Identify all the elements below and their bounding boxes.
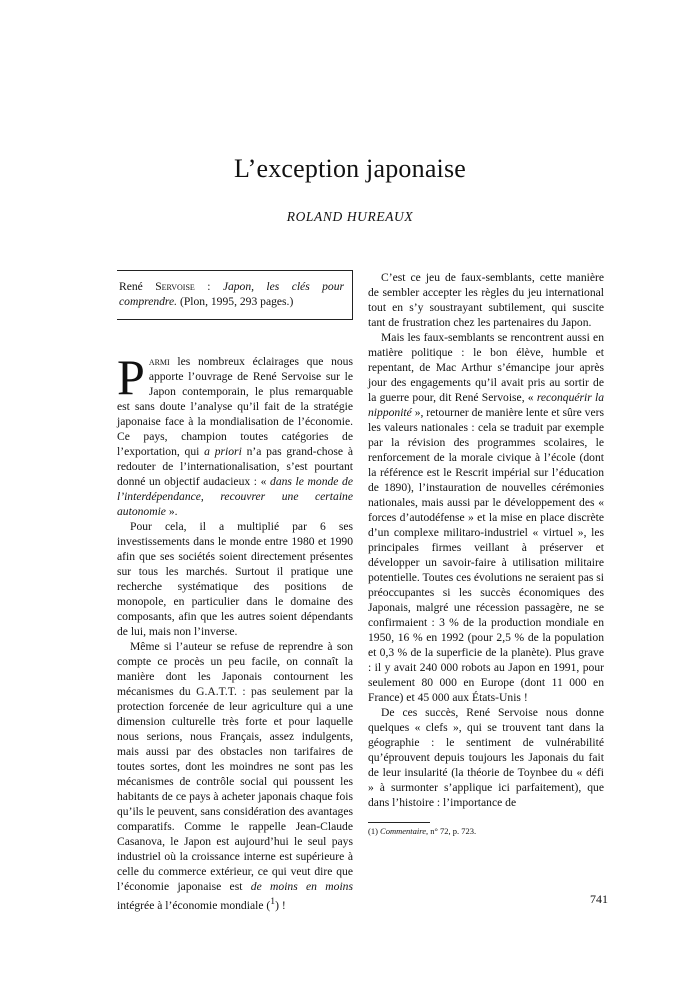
page-number: 741 — [590, 892, 608, 906]
book-reference: René Servoise : Japon, les clés pour comprendre. (Plon, 1995, 293 pages.) — [119, 280, 344, 308]
article-title: L’exception japonaise — [233, 154, 467, 183]
footnote: (1) Commentaire, n° 72, p. 723. — [368, 826, 477, 836]
article-author: ROLAND HUREAUX — [286, 209, 414, 224]
paragraph-5: Mais les faux-semblants se rencontrent aussi en matière politique : le bon élève, humble et repentant, de Mac Arthur s’émancipe jour après jour des engagements qu’il avait pris au sortir de la guerre pour, dit René Servoise, « reconquérir la nipponité », retourner de manière lente et sûre vers les valeurs nationales : cela se traduit par exemple par la révision des programmes scolaires, le renforcement de la morale civique à l’école (dont la référence est le Rescrit impérial sur l’éducation de 1890), l’instauration de nouvelles cérémonies nationales, mais aussi par le développement des « forces d’autodéfense » et la mise en place discrète d’un complexe militaro-industriel « virtuel », les principales firmes veillant à préserver et développer un savoir-faire à utilisation militaire potentielle. Toutes ces évolutions ne seraient pas si préoccupantes si les succès économiques des Japonais, malgré une récession passagère, ne se confirmaient : 3 % de la production mondiale en 1950, 16 % en 1992 (pour 2,5 % de la population et 0,3 % de la superficie de la planète). Plus grave : il y avait 240 000 robots au Japon en 1991, pour seulement 80 000 en Europe (dont 11 000 en France) et 45 000 aux États-Unis ! — [368, 331, 604, 704]
paragraph-4: C’est ce jeu de faux-semblants, cette manière de sembler accepter les règles du jeu international tout en s’y soustrayant subtilement, qui suscite tant de frustration chez les partenaires du Japon. — [368, 271, 604, 329]
footnote-divider — [368, 822, 430, 823]
paragraph-1: Parmi les nombreux éclairages que nous apporte l’ouvrage de René Servoise sur le Japon contemporain, le plus remarquable est sans doute l’analyse qu’il fait de la stratégie japonaise face à la mondialisation de l’économie. Ce pays, champion toutes catégories de l’exportation, qui a priori n’a pas grand-chose à redouter de l’internationalisation, s’est pourtant donné un objectif audacieux : « dans le monde de l’interdépendance, recouvrer une certaine autonomie ». — [117, 349, 353, 518]
book-reference-box — [117, 270, 353, 320]
drop-cap: P — [117, 349, 145, 405]
book-title: Japon, les clés pour comprendre. — [119, 280, 344, 308]
paragraph-6: De ces succès, René Servoise nous donne quelques « clefs », qui se trouvent tant dans la géographie : le sentiment de vulnérabilité qu’éprouvent depuis toujours les Japonais du fait de leur insularité (la théorie de Toynbee du « défi » à surmonter s’applique ici parfaitement), que dans l’histoire : l’importance de — [368, 706, 604, 809]
paragraph-2: Pour cela, il a multiplié par 6 ses investissements dans le monde entre 1980 et 1990 afin que ses sociétés soient directement présentes sur tous les marchés. Surtout il pratique une recherche systématique des positions de monopole, en particulier dans le domaine des composants, afin que les autres soient dépendants de lui, mais non l’inverse. — [117, 520, 353, 638]
left-column — [117, 270, 353, 913]
footnote-reference[interactable]: 1 — [270, 896, 276, 907]
right-column — [368, 270, 604, 837]
paragraph-3: Même si l’auteur se refuse de reprendre à son compte ce procès un peu facile, on connaît la manière dont les Japonais contournent les mécanismes du G.A.T.T. : pas seulement par la protection forcenée de leur agriculture qui a une dimension culturelle très forte et pour laquelle nous serions, nous Français, assez indulgents, mais aussi par des obstacles non tarifaires de toutes sortes, dont les moindres ne sont pas les mécanismes de contrôle social qui poussent les habitants de ce pays à acheter japonais chaque fois qu’ils le peuvent, sans considération des avantages comparatifs. Comme le rappelle Jean-Claude Casanova, le Japon est aujourd’hui le seul pays industriel où la croissance interne est supérieure à celle du commerce extérieur, ce qui veut dire que l’économie japonaise est de moins en moins intégrée à l’économie mondiale ($^1$) ! — [117, 640, 353, 912]
